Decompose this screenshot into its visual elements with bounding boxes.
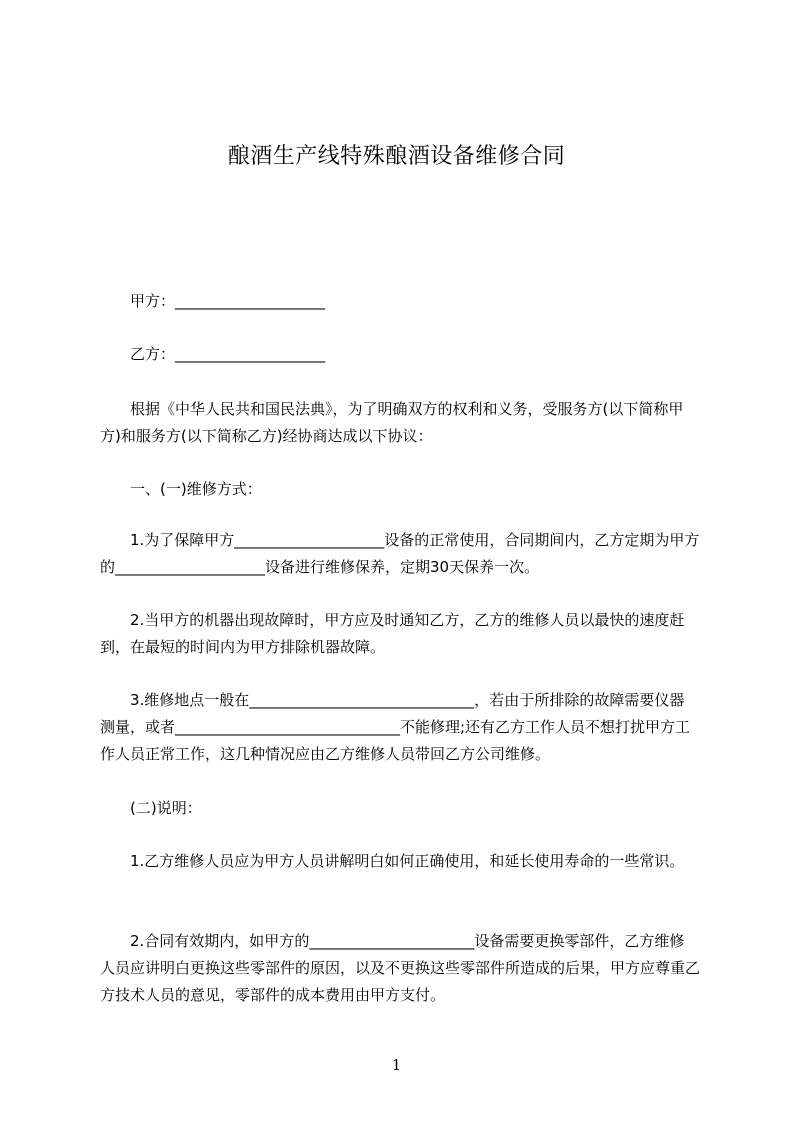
clause-2-1: 1.乙方维修人员应为甲方人员讲解明白如何正确使用，和延长使用寿命的一些常识。	[130, 852, 685, 870]
party-b-line: 乙方：____________________	[130, 345, 326, 363]
page-number: 1	[391, 1056, 402, 1074]
clause-2-2: 2.合同有效期内，如甲方的______________________设备需要更换零部件，乙方维修 人员应讲明白更换这些零部件的原因，以及不更换这些零部件所造成的后果，甲方应尊重乙方技术人员的意见，零部件的成本费用由甲方支付。	[100, 932, 701, 1004]
clause-1-1: 1.为了保障甲方____________________设备的正常使用，合同期间内，乙方定期为甲方的____________________设备进行维修保养，定期30天保养一次。	[100, 531, 700, 576]
document-title: 酿酒生产线特殊酿酒设备维修合同	[227, 144, 566, 169]
clause-1-3: 3.维修地点一般在______________________________，若由于所排除的故障需要仪器 测量，或者______________________________不能修理;还有乙方工作人员不想打扰甲方工作人员正常工作，这几种情况应由乙方维修人员带回乙方公司维修。	[100, 691, 691, 763]
party-a-line: 甲方：____________________	[130, 292, 326, 310]
clause-1-2: 2.当甲方的机器出现故障时，甲方应及时通知乙方，乙方的维修人员以最快的速度赶到，在最短的时间内为甲方排除机器故障。	[100, 611, 685, 656]
section-2-heading: (二)说明：	[130, 799, 202, 817]
section-1-heading: 一、(一)维修方式：	[130, 480, 262, 498]
intro-paragraph: 根据《中华人民共和国民法典》，为了明确双方的权利和义务，受服务方(以下简称甲方)和服务方(以下简称乙方)经协商达成以下协议：	[100, 400, 684, 445]
